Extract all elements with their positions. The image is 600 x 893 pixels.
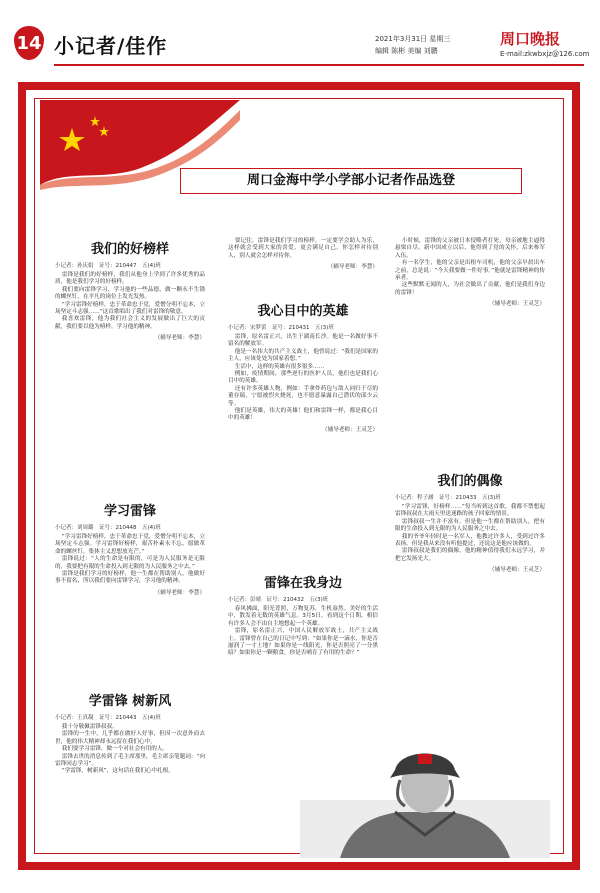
- paragraph: 雷锋的一生中，几乎都在做好人好事，但因一次意外而去世，他的伟大精神却永远留在我们心中。: [55, 731, 205, 745]
- article-learn-lei-feng: [55, 500, 205, 596]
- paragraph: 我十分敬佩雷锋叔叔。: [61, 724, 118, 730]
- paragraph: 雷锋是我们学习的好榜样，他一生都在帮助别人，他做好事不留名，所以我们要向雷锋学习，学习他的精神。: [55, 571, 205, 585]
- article-continued: [228, 238, 378, 270]
- advisor-credit: （辅导老师：王灵芝）: [322, 426, 378, 433]
- article-body: [395, 504, 545, 563]
- paragraph: 我的爷爷年轻时是一名军人，他教过许多人，受到过许多表扬。但是我从来没有听他提过，还说这是他应该做的。: [395, 533, 545, 548]
- paragraph: 雷锋叔叔是我们的偶像，他的精神值得我们永远学习，并把它发扬光大。: [395, 548, 545, 562]
- page-header: [0, 0, 600, 72]
- paragraph: 雷锋，原名雷正兴，中国人民解放军战士，共产主义战士。雷锋曾在自己的日记中写到：“如果你是一滴水，你是否滋润了一寸土地？如果你是一线阳光，你是否照亮了一分黑暗？如果你是一颗粮食，你是否哺育了有用的生命？”: [228, 628, 378, 657]
- advisor-credit: （辅导老师：王灵芝）: [489, 301, 545, 308]
- article-good-role-model: [55, 238, 205, 341]
- article-body: [228, 238, 378, 260]
- paragraph: 例如，疫情期间，那些逆行的医护人员，他们也是我们心目中的英雄。: [228, 371, 378, 385]
- article-byline: 小记者：宋梦蕾 证号：210431 五(3)班: [228, 325, 334, 331]
- article-byline: 小记者：王真凝 证号：210443 五(4)班: [55, 715, 161, 721]
- feature-banner: 周口金海中学小学部小记者作品选登: [180, 168, 522, 194]
- article-byline: 小记者：刘周璐 证号：210448 五(4)班: [55, 525, 161, 531]
- article-lei-feng-beside-me: [228, 572, 378, 658]
- paragraph: 雷锋是我们的好榜样，我们从他身上学到了许多优秀的品质，他是我们学习的好榜样。: [55, 272, 205, 286]
- lei-feng-portrait-image: [300, 740, 550, 858]
- article-byline: 小记者：孙庆娟 证号：210447 五(4)班: [55, 263, 161, 269]
- paragraph: 小时候，雷锋的父亲被日本侵略者打死，母亲被地主逼得悬梁自尽。新中国成立以后，他得到了党的关怀，后来参军入伍。: [395, 238, 545, 259]
- paragraph: 我们要向雷锋学习，学习他的一些品德，做一颗永不生锈的螺丝钉，在平凡的岗位上发光发热。: [55, 286, 205, 301]
- article-byline: 小记者：彭晴 证号：210432 五(3)班: [228, 597, 329, 603]
- paragraph: 雷锋叔叔一生并不富有，但是他一生都在帮助别人，把有限的生命投入到无限的为人民服务之中去。: [395, 518, 545, 533]
- page-number-badge: 14: [14, 26, 44, 60]
- paragraph: “学习雷锋好榜样，忠于革命忠于党，爱憎分明不忘本，立场坚定斗志强……”这首歌唱出了我们对雷锋的敬意。: [55, 301, 205, 316]
- paragraph: 雷锋去世的消息传到了毛主席那里，毛主席亲笔题词：“向雷锋同志学习”。: [55, 753, 205, 768]
- paragraph: “学雷锋，树新风”，这句话在我们心中扎根。: [61, 768, 174, 775]
- article-body: [228, 606, 378, 658]
- paragraph: 还有许多英雄人物，例如：手拿炸药包与敌人同归于尽的董存瑞，宁愿被烈火烧死，也不愿意暴露自己潜伏的邱少云等。: [228, 385, 378, 407]
- contact-email: E-mail:zkwbxjz@126.com: [500, 50, 590, 58]
- advisor-credit: （辅导老师：李慧）: [327, 264, 378, 271]
- paragraph: 我们要学习雷锋，做一个对社会有用的人。: [61, 746, 169, 753]
- article-body: [228, 334, 378, 423]
- editors-credit: 编辑 陈彬 美编 刘鹏: [375, 47, 438, 55]
- article-our-idol: [395, 470, 545, 573]
- article-lei-feng-beside-me-continued: [395, 238, 545, 307]
- article-hero-in-my-heart: [228, 300, 378, 433]
- paragraph: 他是一名伟大的共产主义战士，他曾说过：“我们是国家的主人，应该处处为国家着想。”: [228, 348, 378, 363]
- article-new-custom: [55, 690, 205, 776]
- paragraph: 雷锋，原名雷正兴，出生于湖南长沙。他是一名做好事不留名的解放军。: [228, 334, 378, 348]
- paragraph: 这些默默无闻的人，为社会做出了贡献，他们是我们身边的雷锋！: [395, 282, 545, 296]
- paragraph: “学习雷锋，好榜样……”每当听到这首歌，我都不禁想起雷锋叔叔在大雨天里送迷路的孩子回家的情景。: [395, 504, 545, 518]
- advisor-credit: （辅导老师：李慧）: [154, 335, 205, 342]
- paragraph: 有一名学生，他的父亲是出租车司机，他的父亲早晨出车之前，总是说：“今天我要做一件好事。”他就是雷锋精神的传承者。: [395, 260, 545, 282]
- article-body: [395, 238, 545, 297]
- article-title: 我心目中的英雄: [257, 304, 349, 319]
- paragraph: 春风拂面，阳光普照，万物复苏，生机盎然。美好的生活中，散发着无数的英雄气息。3月5日，看到这个日期，相信有许多人会不由自主地想起一个英雄。: [228, 606, 378, 627]
- header-divider: [54, 64, 584, 66]
- advisor-credit: （辅导老师：王灵芝）: [489, 567, 545, 574]
- article-body: [55, 272, 205, 331]
- article-title: 我们的好榜样: [90, 242, 169, 257]
- section-title: 小记者/佳作: [54, 34, 168, 58]
- newspaper-logo: 周口晚报: [500, 30, 561, 48]
- article-byline: 小记者：程子涵 证号：210433 五(3)班: [395, 495, 501, 501]
- paragraph: 他们是英雄，伟大的英雄！他们和雷锋一样，都是我心目中的英雄！: [228, 408, 378, 422]
- paragraph: “学习雷锋好榜样，忠于革命忠于党，爱憎分明不忘本，立场坚定斗志强。学习雷锋好榜样，艰苦朴素永不忘，愿做革命的螺丝钉，集体主义思想放光芒。”: [55, 534, 205, 555]
- article-title: 学雷锋 树新风: [88, 694, 172, 709]
- article-body: [55, 724, 205, 776]
- article-title: 学习雷锋: [103, 504, 156, 519]
- paragraph: 雷锋说过：“人的生命是有限的，可是为人民服务是无限的，我要把有限的生命投入到无限的为人民服务之中去。”: [55, 556, 205, 570]
- paragraph: 我喜欢雷锋，他为我们社会主义的发展做出了巨大的贡献，我们要以他为榜样，学习他的精神。: [55, 316, 205, 330]
- paragraph: 生活中，这样的英雄有很多很多……: [234, 363, 325, 370]
- paragraph: 要记住，雷锋是我们学习的榜样，一定要学会助人为乐，这样就会受到大家的喜爱，更会满足自己。你怎样对待别人，别人就会怎样对待你。: [228, 238, 378, 259]
- article-body: [55, 534, 205, 586]
- issue-date: 2021年3月31日 星期三: [375, 35, 451, 43]
- advisor-credit: （辅导老师：李慧）: [154, 589, 205, 596]
- article-title: 我们的偶像: [437, 474, 503, 489]
- article-title: 雷锋在我身边: [263, 576, 342, 591]
